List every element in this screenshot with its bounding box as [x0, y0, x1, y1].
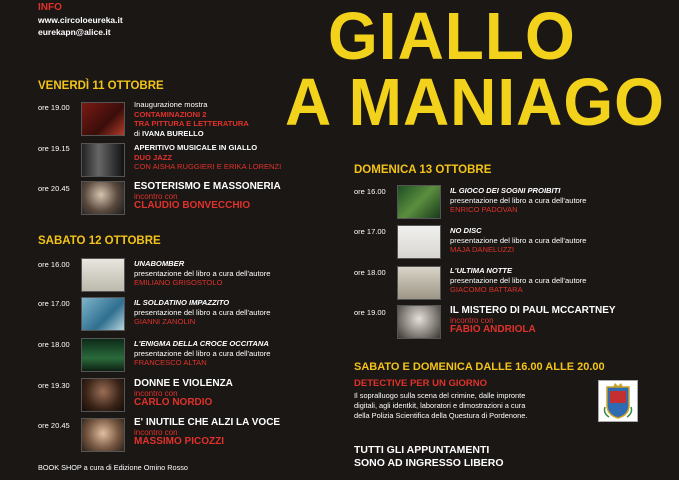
event-saturday-3	[134, 339, 271, 368]
book-title: L'ULTIMA NOTTE	[450, 266, 513, 275]
speaker-photo	[81, 418, 125, 452]
book-cover-nodisc	[397, 225, 441, 259]
event-friday-1	[134, 100, 249, 138]
detective-line: Il sopralluogo sulla scena del crimine, dalle impronte	[354, 391, 526, 400]
event-saturday-4	[134, 379, 233, 408]
event-desc: presentazione del libro a cura dell'autore	[450, 235, 587, 245]
weekend-heading: SABATO E DOMENICA DALLE 16.00 ALLE 20.00	[354, 361, 605, 373]
event-by: di	[134, 128, 143, 138]
book-cover-enigma	[81, 338, 125, 372]
event-sunday-1	[450, 186, 587, 215]
event-time: ore 18.00	[38, 340, 70, 349]
jazz-thumbnail	[81, 143, 125, 177]
event-author: IVANA BURELLO	[142, 128, 204, 138]
event-saturday-1	[134, 259, 271, 288]
title-line-2: A MANIAGO	[285, 64, 665, 140]
event-speaker: MASSIMO PICOZZI	[134, 436, 224, 447]
event-title: CONTAMINAZIONI 2	[134, 109, 207, 119]
event-time: ore 19.00	[354, 308, 386, 317]
speaker-photo	[81, 181, 125, 215]
event-time: ore 18.00	[354, 268, 386, 277]
event-sunday-2	[450, 226, 587, 255]
event-with: incontro con	[450, 315, 494, 325]
event-desc: presentazione del libro a cura dell'autore	[450, 195, 587, 205]
detective-title: DETECTIVE PER UN GIORNO	[354, 378, 488, 389]
event-saturday-5	[134, 418, 280, 447]
book-cover-sogni	[397, 185, 441, 219]
friday-heading: VENERDÌ 11 OTTOBRE	[38, 80, 164, 92]
event-performers: CON AISHA RUGGIERI E ERIKA LORENZI	[134, 162, 282, 171]
event-subtitle: TRA PITTURA E LETTERATURA	[134, 119, 249, 128]
event-author: EMILIANO GRISOSTOLO	[134, 278, 223, 287]
book-cover-unabomber	[81, 258, 125, 292]
event-line: Inaugurazione mostra	[134, 100, 208, 109]
bookshop-note: BOOK SHOP a cura di Edizione Omino Rosso	[38, 463, 188, 472]
event-sunday-3	[450, 266, 587, 295]
free-line-1: TUTTI GLI APPUNTAMENTI	[354, 444, 490, 456]
event-speaker: FABIO ANDRIOLA	[450, 324, 536, 335]
info-heading: INFO	[38, 2, 62, 13]
book-title: NO DISC	[450, 226, 482, 235]
event-speaker: CARLO NORDIO	[134, 397, 213, 408]
event-friday-2	[134, 143, 281, 172]
free-line-2: SONO AD INGRESSO LIBERO	[354, 457, 504, 469]
event-time: ore 20.45	[38, 421, 70, 430]
event-time: ore 19.00	[38, 103, 70, 112]
saturday-heading: SABATO 12 OTTOBRE	[38, 235, 161, 247]
event-author: GIACOMO BATTARA	[450, 285, 523, 294]
event-saturday-2	[134, 298, 271, 327]
event-title: DONNE E VIOLENZA	[134, 378, 233, 389]
crest-shield-icon	[599, 381, 637, 421]
website-link[interactable]: www.circoloeureka.it	[38, 15, 123, 25]
sunday-heading: DOMENICA 13 OTTOBRE	[354, 164, 492, 176]
event-author: GIANNI ZANOLIN	[134, 317, 196, 326]
exhibition-thumbnail	[81, 102, 125, 136]
event-author: ENRICO PADOVAN	[450, 205, 518, 214]
event-title: APERITIVO MUSICALE IN GIALLO	[134, 143, 258, 152]
event-with: incontro con	[134, 427, 178, 437]
event-with: incontro con	[134, 191, 178, 201]
event-speaker: CLAUDIO BONVECCHIO	[134, 200, 251, 211]
book-title: IL SOLDATINO IMPAZZITO	[134, 298, 230, 307]
detective-line: della Polizia Scientifica della Questura di Pordenone.	[354, 410, 528, 420]
event-author: MAJA DANELUZZI	[450, 245, 515, 254]
event-time: ore 19.30	[38, 381, 70, 390]
event-sunday-4	[450, 306, 616, 335]
town-crest-icon	[598, 380, 638, 422]
event-title: ESOTERISMO E MASSONERIA	[134, 181, 281, 192]
event-title: E' INUTILE CHE ALZI LA VOCE	[134, 417, 281, 428]
detective-description	[354, 391, 527, 420]
book-cover-ultima-notte	[397, 266, 441, 300]
book-title: L'ENIGMA DELLA CROCE OCCITANA	[134, 339, 269, 348]
event-title: IL MISTERO DI PAUL MCCARTNEY	[450, 305, 616, 316]
detective-line: digitali, agli identkit, laboratori e dimostrazioni a cura	[354, 400, 526, 410]
book-cover-soldatino	[81, 297, 125, 331]
event-time: ore 16.00	[38, 260, 70, 269]
event-time: ore 17.00	[38, 299, 70, 308]
free-entry-note	[354, 444, 504, 470]
event-subtitle: DUO JAZZ	[134, 152, 172, 162]
event-time: ore 16.00	[354, 187, 386, 196]
speaker-photo	[397, 305, 441, 339]
event-with: incontro con	[134, 388, 178, 398]
event-time: ore 20.45	[38, 184, 70, 193]
event-time: ore 19.15	[38, 144, 70, 153]
event-desc: presentazione del libro a cura dell'autore	[450, 275, 587, 285]
event-time: ore 17.00	[354, 227, 386, 236]
book-title: UNABOMBER	[134, 259, 185, 268]
event-friday-3	[134, 182, 281, 211]
title-line-1: GIALLO	[328, 0, 576, 74]
event-desc: presentazione del libro a cura dell'autore	[134, 348, 271, 358]
event-desc: presentazione del libro a cura dell'autore	[134, 307, 271, 317]
email-link[interactable]: eurekapn@alice.it	[38, 27, 111, 37]
book-title: IL GIOCO DEI SOGNI PROIBITI	[450, 186, 561, 195]
speaker-photo	[81, 378, 125, 412]
event-author: FRANCESCO ALTAN	[134, 358, 207, 367]
event-desc: presentazione del libro a cura dell'autore	[134, 268, 271, 278]
